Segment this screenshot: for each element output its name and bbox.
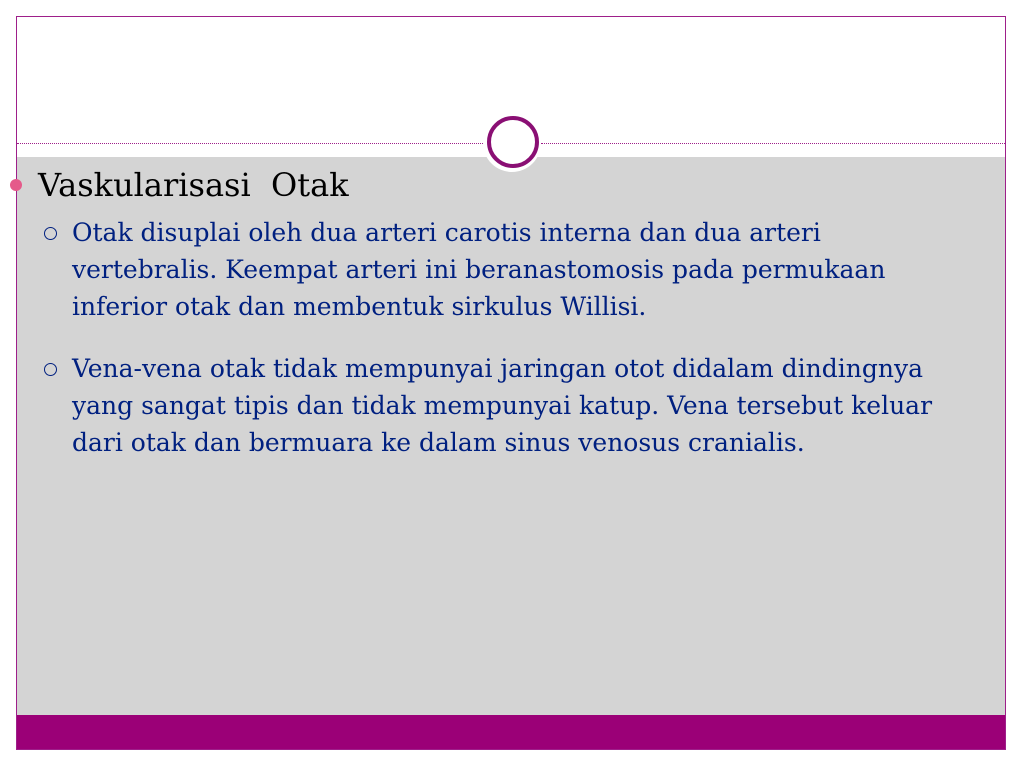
- bullet-dot-icon: [10, 179, 22, 191]
- divider-line-left: [17, 143, 483, 144]
- divider-line-right: [541, 143, 1005, 144]
- hollow-circle-bullet-icon: [44, 363, 57, 376]
- circle-ornament-icon: [487, 116, 539, 168]
- footer-bar: [17, 715, 1005, 749]
- hollow-circle-bullet-icon: [44, 227, 57, 240]
- sub-bullet-item: [44, 350, 964, 461]
- sub-bullet-item: [44, 214, 964, 325]
- heading-text: Vaskularisasi Otak: [38, 166, 349, 204]
- sub-bullet-text: Otak disuplai oleh dua arteri carotis interna dan dua arteri vertebralis. Keempat arteri ini beranastomosis pada permukaan inferior otak dan membentuk sirkulus Willisi.: [72, 218, 886, 321]
- sub-bullet-text: Vena-vena otak tidak mempunyai jaringan otot didalam dindingnya yang sangat tipis dan tidak mempunyai katup. Vena tersebut keluar dari otak dan bermuara ke dalam sinus venosus cranialis.: [72, 354, 933, 457]
- bullet-heading: [10, 166, 349, 204]
